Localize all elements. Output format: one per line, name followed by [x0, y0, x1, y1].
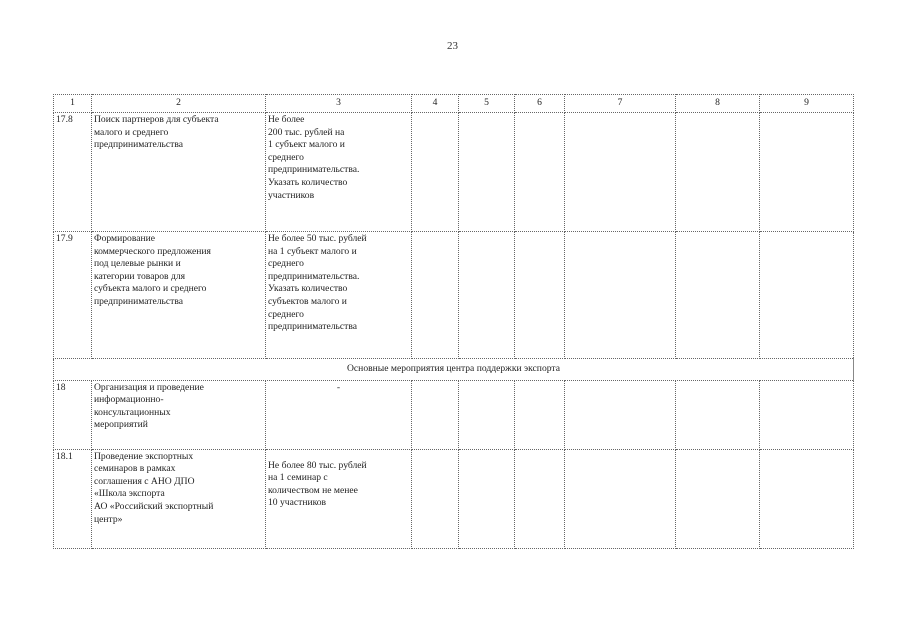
empty-cell — [676, 232, 760, 359]
cost-limit: Не более 80 тыс. рублей на 1 семинар с количеством не менее 10 участников — [266, 449, 412, 548]
activity-name: Поиск партнеров для субъекта малого и среднего предпринимательства — [92, 113, 266, 232]
empty-cell — [515, 113, 565, 232]
empty-cell — [760, 380, 854, 449]
cost-limit: Не более 200 тыс. рублей на 1 субъект малого и среднего предпринимательства. Указать количество участников — [266, 113, 412, 232]
empty-cell — [459, 449, 515, 548]
data-table — [53, 94, 854, 549]
empty-cell — [760, 113, 854, 232]
column-header: 5 — [459, 95, 515, 113]
section-title: Основные мероприятия центра поддержки экспорта — [54, 359, 854, 381]
empty-cell — [565, 380, 676, 449]
empty-cell — [565, 449, 676, 548]
row-number: 18.1 — [54, 449, 92, 548]
empty-cell — [565, 113, 676, 232]
empty-cell — [412, 113, 459, 232]
empty-cell — [676, 113, 760, 232]
empty-cell — [515, 232, 565, 359]
activity-name: Организация и проведение информационно- консультационных мероприятий — [92, 380, 266, 449]
empty-cell — [760, 232, 854, 359]
row-number: 18 — [54, 380, 92, 449]
table-row — [54, 449, 854, 548]
table-row — [54, 232, 854, 359]
table-row — [54, 113, 854, 232]
column-header: 3 — [266, 95, 412, 113]
column-header: 8 — [676, 95, 760, 113]
empty-cell — [515, 449, 565, 548]
column-header: 7 — [565, 95, 676, 113]
empty-cell — [515, 380, 565, 449]
table-row — [54, 380, 854, 449]
empty-cell — [459, 113, 515, 232]
section-row — [54, 359, 854, 381]
column-header: 4 — [412, 95, 459, 113]
row-number: 17.9 — [54, 232, 92, 359]
empty-cell — [676, 380, 760, 449]
activity-name: Проведение экспортных семинаров в рамках соглашения с АНО ДПО «Школа экспорта АО «Российский экспортный центр» — [92, 449, 266, 548]
empty-cell — [412, 380, 459, 449]
cost-limit: Не более 50 тыс. рублей на 1 субъект малого и среднего предпринимательства. Указать количество субъектов малого и среднего предпринимательства — [266, 232, 412, 359]
empty-cell — [459, 380, 515, 449]
empty-cell — [760, 449, 854, 548]
column-header: 6 — [515, 95, 565, 113]
column-header: 9 — [760, 95, 854, 113]
column-header: 2 — [92, 95, 266, 113]
empty-cell — [676, 449, 760, 548]
cost-limit: - — [266, 380, 412, 449]
empty-cell — [412, 449, 459, 548]
column-header: 1 — [54, 95, 92, 113]
row-number: 17.8 — [54, 113, 92, 232]
empty-cell — [459, 232, 515, 359]
empty-cell — [565, 232, 676, 359]
page-number: 23 — [447, 40, 458, 52]
header-row — [54, 95, 854, 113]
empty-cell — [412, 232, 459, 359]
activity-name: Формирование коммерческого предложения под целевые рынки и категории товаров для субъекта малого и среднего предпринимательства — [92, 232, 266, 359]
